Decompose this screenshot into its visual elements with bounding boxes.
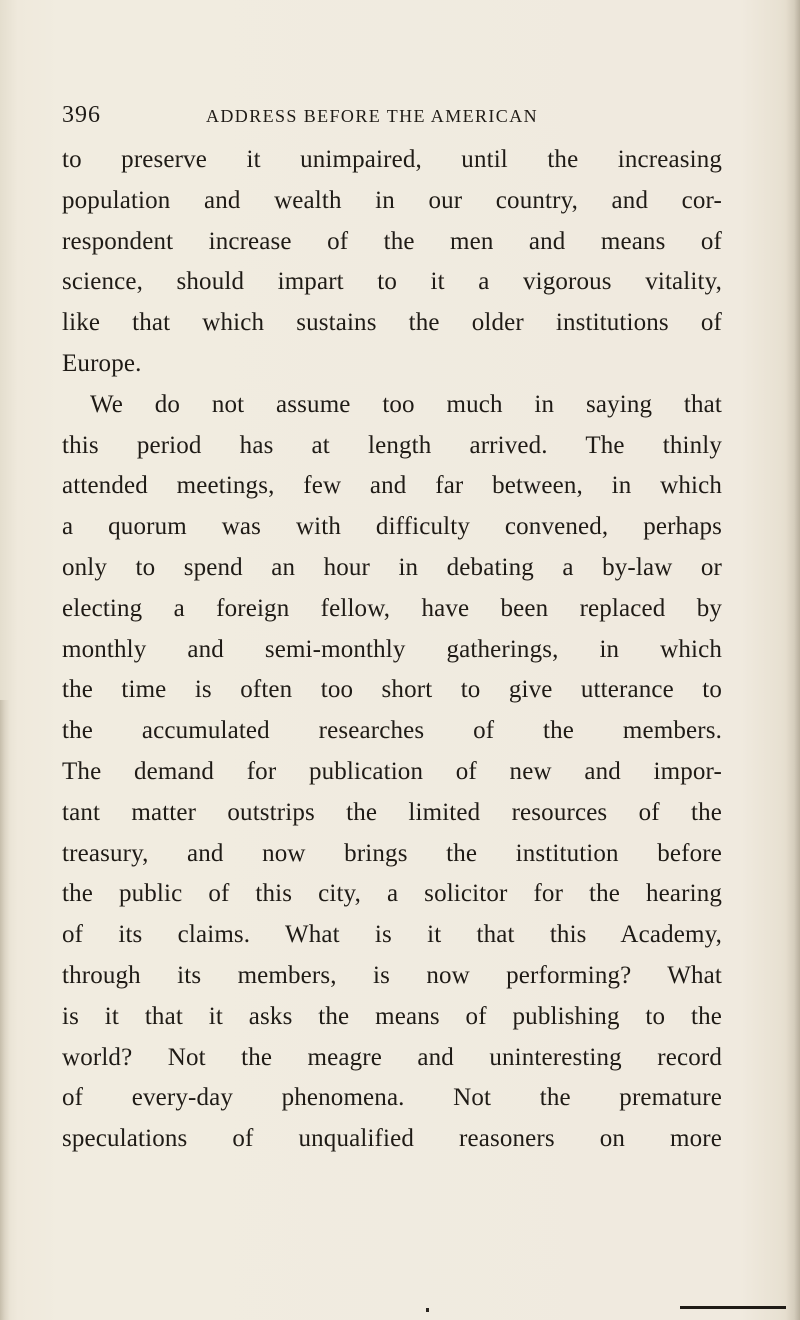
text-line: to preserve it unimpaired, until the increasing <box>62 146 722 173</box>
text-line: of its claims. What is it that this Academy, <box>62 921 722 949</box>
text-line: through its members, is now performing? What <box>62 961 722 989</box>
text-line: of every-day phenomena. Not the premature <box>62 1084 722 1112</box>
text-line: electing a foreign fellow, have been replaced by <box>62 594 722 622</box>
page-shadow-left <box>0 700 10 1320</box>
page-number: 396 <box>62 102 101 128</box>
page-shadow-right <box>786 0 800 1320</box>
text-line: the accumulated researches of the members. <box>62 717 722 745</box>
text-line: Europe. <box>62 349 142 377</box>
page-header <box>62 102 722 132</box>
text-line: world? Not the meagre and uninteresting record <box>62 1043 722 1071</box>
text-line: like that which sustains the older institutions of <box>62 309 722 337</box>
bottom-edge-mark <box>680 1306 786 1309</box>
text-line: monthly and semi-monthly gatherings, in which <box>62 635 722 663</box>
text-line: The demand for publication of new and impor- <box>62 757 722 785</box>
text-line: science, should impart to it a vigorous vitality, <box>62 268 722 296</box>
text-line: is it that it asks the means of publishing to the <box>62 1002 722 1030</box>
text-line: speculations of unqualified reasoners on more <box>62 1125 722 1153</box>
text-line: a quorum was with difficulty convened, perhaps <box>62 513 722 541</box>
text-line: this period has at length arrived. The thinly <box>62 431 722 459</box>
body-text <box>62 140 722 1160</box>
text-line: the public of this city, a solicitor for the hearing <box>62 880 722 908</box>
running-head: ADDRESS BEFORE THE AMERICAN <box>206 106 539 126</box>
text-line: We do not assume too much in saying that <box>90 390 722 418</box>
text-line: the time is often too short to give utterance to <box>62 676 722 704</box>
text-line: only to spend an hour in debating a by-law or <box>62 553 722 581</box>
text-line: attended meetings, few and far between, in which <box>62 472 722 500</box>
text-line: respondent increase of the men and means of <box>62 227 722 255</box>
text-line: treasury, and now brings the institution before <box>62 839 722 867</box>
text-line: tant matter outstrips the limited resources of the <box>62 798 722 826</box>
ink-speck <box>426 1308 429 1312</box>
text-line: population and wealth in our country, and cor- <box>62 186 722 214</box>
